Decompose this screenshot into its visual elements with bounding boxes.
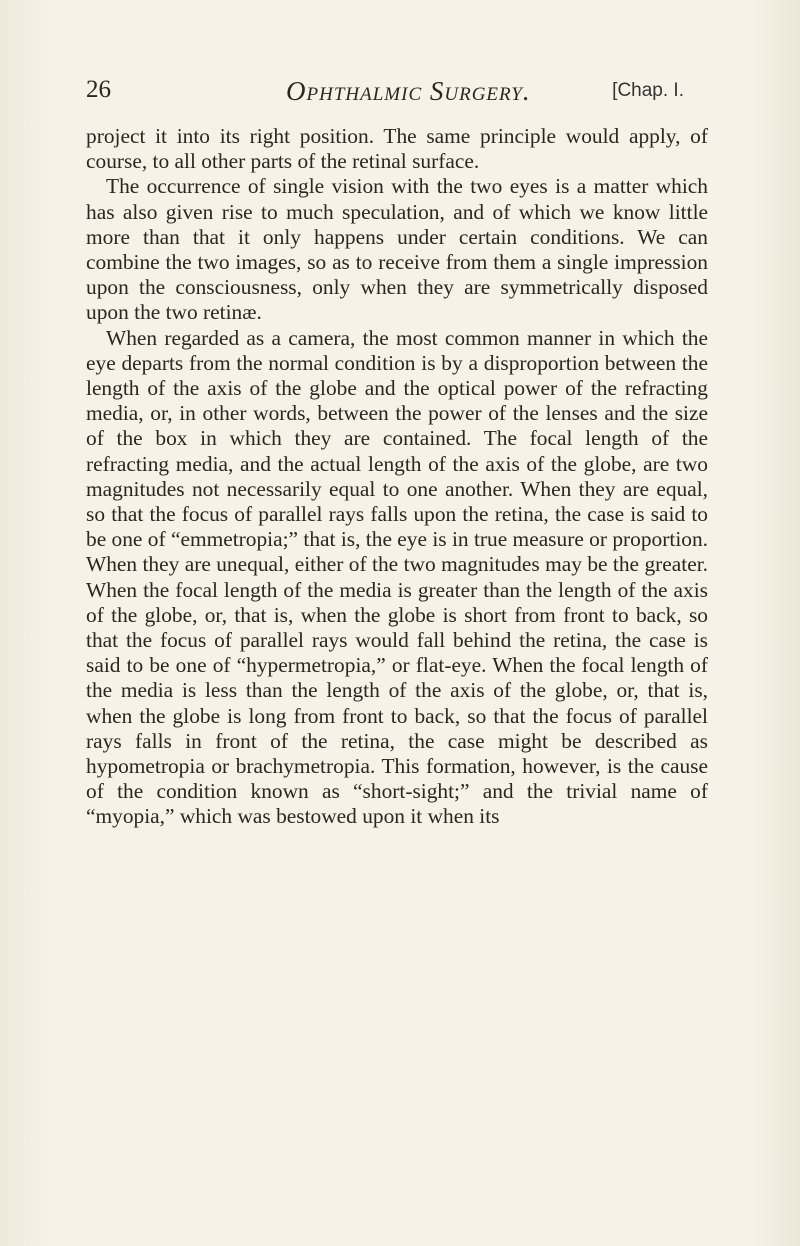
running-title: Ophthalmic Surgery.	[286, 76, 531, 106]
paragraph-single-vision: The occurrence of single vision with the two eyes is a matter which has also given rise to much speculation, and of which we know little more than that it only happens under certain conditions. We can combine the two images, so as to receive from them a single impression upon the consciousness, only when they are symmetrically disposed upon the two retinæ.	[86, 174, 708, 325]
paragraph-continuation: project it into its right position. The same principle would apply, of course, to all other parts of the retinal surface.	[86, 124, 708, 174]
chapter-reference: [Chap. I.	[612, 80, 684, 101]
page-number: 26	[86, 76, 111, 103]
body-text	[86, 124, 708, 830]
running-head	[86, 76, 684, 116]
paragraph-camera-refraction: When regarded as a camera, the most common manner in which the eye departs from the normal condition is by a disproportion between the length of the axis of the globe and the optical power of the refracting media, or, in other words, between the power of the lenses and the size of the box in which they are contained. The focal length of the refracting media, and the actual length of the axis of the globe, are two magnitudes not necessarily equal to one another. When they are equal, so that the focus of parallel rays falls upon the retina, the case is said to be one of “emmetropia;” that is, the eye is in true measure or proportion. When they are unequal, either of the two magnitudes may be the greater. When the focal length of the media is greater than the length of the axis of the globe, or, that is, when the globe is short from front to back, so that the focus of parallel rays would fall behind the retina, the case is said to be one of “hypermetropia,” or flat-eye. When the focal length of the media is less than the length of the axis of the globe, or, that is, when the globe is long from front to back, so that the focus of parallel rays falls in front of the retina, the case might be described as hypometropia or brachymetropia. This formation, however, is the cause of the condition known as “short-sight;” and the trivial name of “myopia,” which was bestowed upon it when its	[86, 325, 708, 829]
